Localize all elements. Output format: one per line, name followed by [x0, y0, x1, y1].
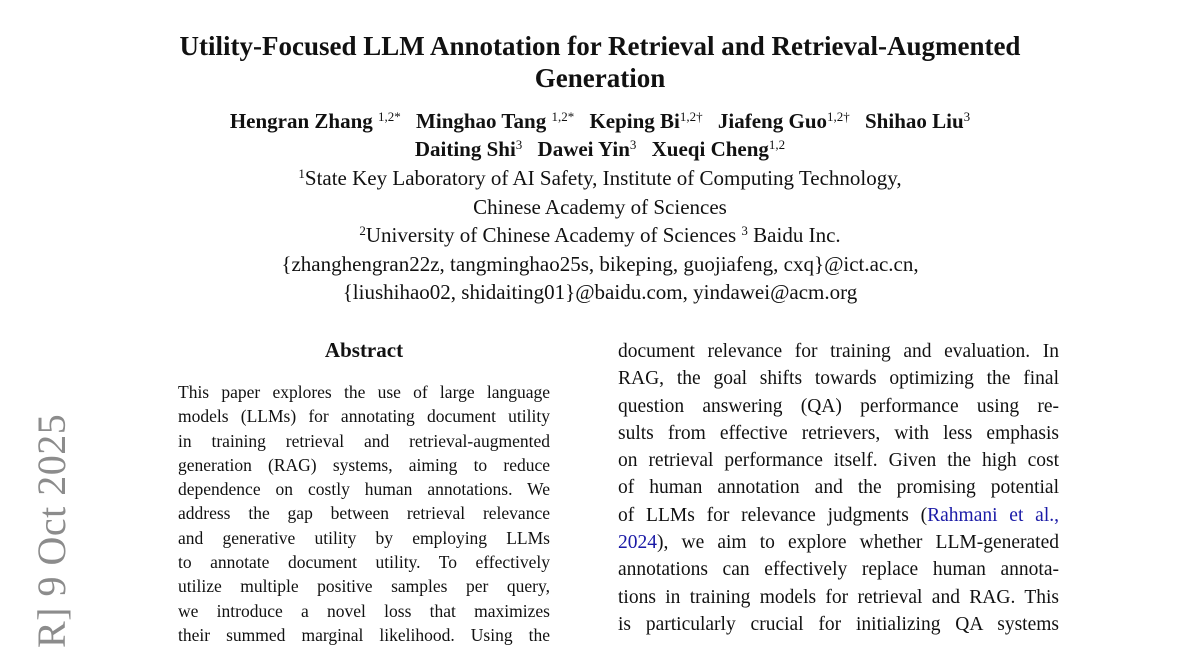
abstract-line: utilize multiple positive samples per query, [178, 576, 550, 597]
citation-link[interactable]: 2024 [618, 532, 657, 554]
abstract-line: we introduce a novel loss that maximizes [178, 600, 550, 621]
abstract-line: dependence on costly human annotations. We [178, 479, 550, 500]
author-row-2 [120, 135, 1080, 163]
abstract-line: generation (RAG) systems, aiming to reduce [178, 454, 550, 475]
author: Shihao Liu$^3$ [865, 109, 971, 133]
author: Minghao Tang $^{1,2*}$ [416, 109, 575, 133]
abstract-line: in training retrieval and retrieval-augmented [178, 430, 550, 451]
abstract-line: This paper explores the use of large language [178, 382, 550, 402]
email-line-2: {liushihao02, shidaiting01}@baidu.com, yindawei@acm.org [342, 280, 858, 304]
citation-link[interactable]: Rahmani et al., [927, 504, 1059, 526]
intro-line: document relevance for training and evaluation. In [618, 341, 1059, 362]
abstract-line: models (LLMs) for annotating document utility [178, 406, 550, 427]
author: Jiafeng Guo$^{1,2\dagger}$ [717, 109, 850, 133]
intro-line: annotations can effectively replace human annota- [618, 559, 1059, 581]
paper-title [120, 30, 1080, 94]
author-list [120, 107, 1080, 163]
title-line-1: Utility-Focused LLM Annotation for Retrieval and Retrieval-Augmented [179, 31, 1021, 61]
abstract-line: and generative utility by employing LLMs [178, 527, 550, 548]
author: Dawei Yin$^3$ [537, 137, 637, 161]
abstract-line: to annotate document utility. To effectively [178, 552, 550, 573]
abstract-heading: Abstract [324, 338, 404, 362]
intro-line: tions in training models for retrieval and RAG. This [618, 586, 1059, 608]
intro-line: 2024), we aim to explore whether LLM-generated [618, 532, 1059, 554]
arxiv-stamp: R] 9 Oct 2025 [29, 413, 74, 648]
title-line-2: Generation [534, 63, 666, 93]
author: Keping $Bi^{1,2\dagger}$ [589, 109, 703, 133]
abstract-body [178, 380, 550, 647]
author: Xueqi Cheng$^{1,2}$ [651, 137, 786, 161]
affiliations [120, 164, 1080, 307]
introduction-body [618, 338, 1059, 638]
author: Hengran Zhang $^{1,2*}$ [229, 109, 401, 133]
intro-line: RAG, the goal shifts towards optimizing the final [618, 368, 1059, 390]
author-row-1 [120, 107, 1080, 135]
intro-line: on retrieval performance itself. Given the high cost [618, 450, 1059, 472]
affiliation-2-3: $^2$University of Chinese Academy of Sciences $^3$ Baidu Inc. [359, 223, 841, 247]
intro-line: is particularly crucial for initializing QA systems [618, 613, 1059, 635]
abstract-line: address the gap between retrieval relevance [178, 503, 550, 524]
affiliation-1-line-1: $^1$State Key Laboratory of AI Safety, Institute of Computing Technology, [298, 166, 902, 190]
affiliation-1-line-2: Chinese Academy of Sciences [473, 194, 727, 219]
intro-line: question answering (QA) performance using re- [618, 395, 1059, 417]
abstract-line: their summed marginal likelihood. Using the [178, 624, 550, 645]
intro-line: of human annotation and the promising potential [618, 477, 1059, 499]
author: Daiting Shi$^3$ [414, 137, 523, 161]
intro-line: sults from effective retrievers, with less emphasis [618, 422, 1059, 444]
email-line-1: {zhanghengran22z, tangminghao25s, bikeping, guojiafeng, cxq}@ict.ac.cn, [281, 251, 919, 276]
intro-line: of LLMs for relevance judgments (Rahmani et al., [618, 504, 1059, 526]
